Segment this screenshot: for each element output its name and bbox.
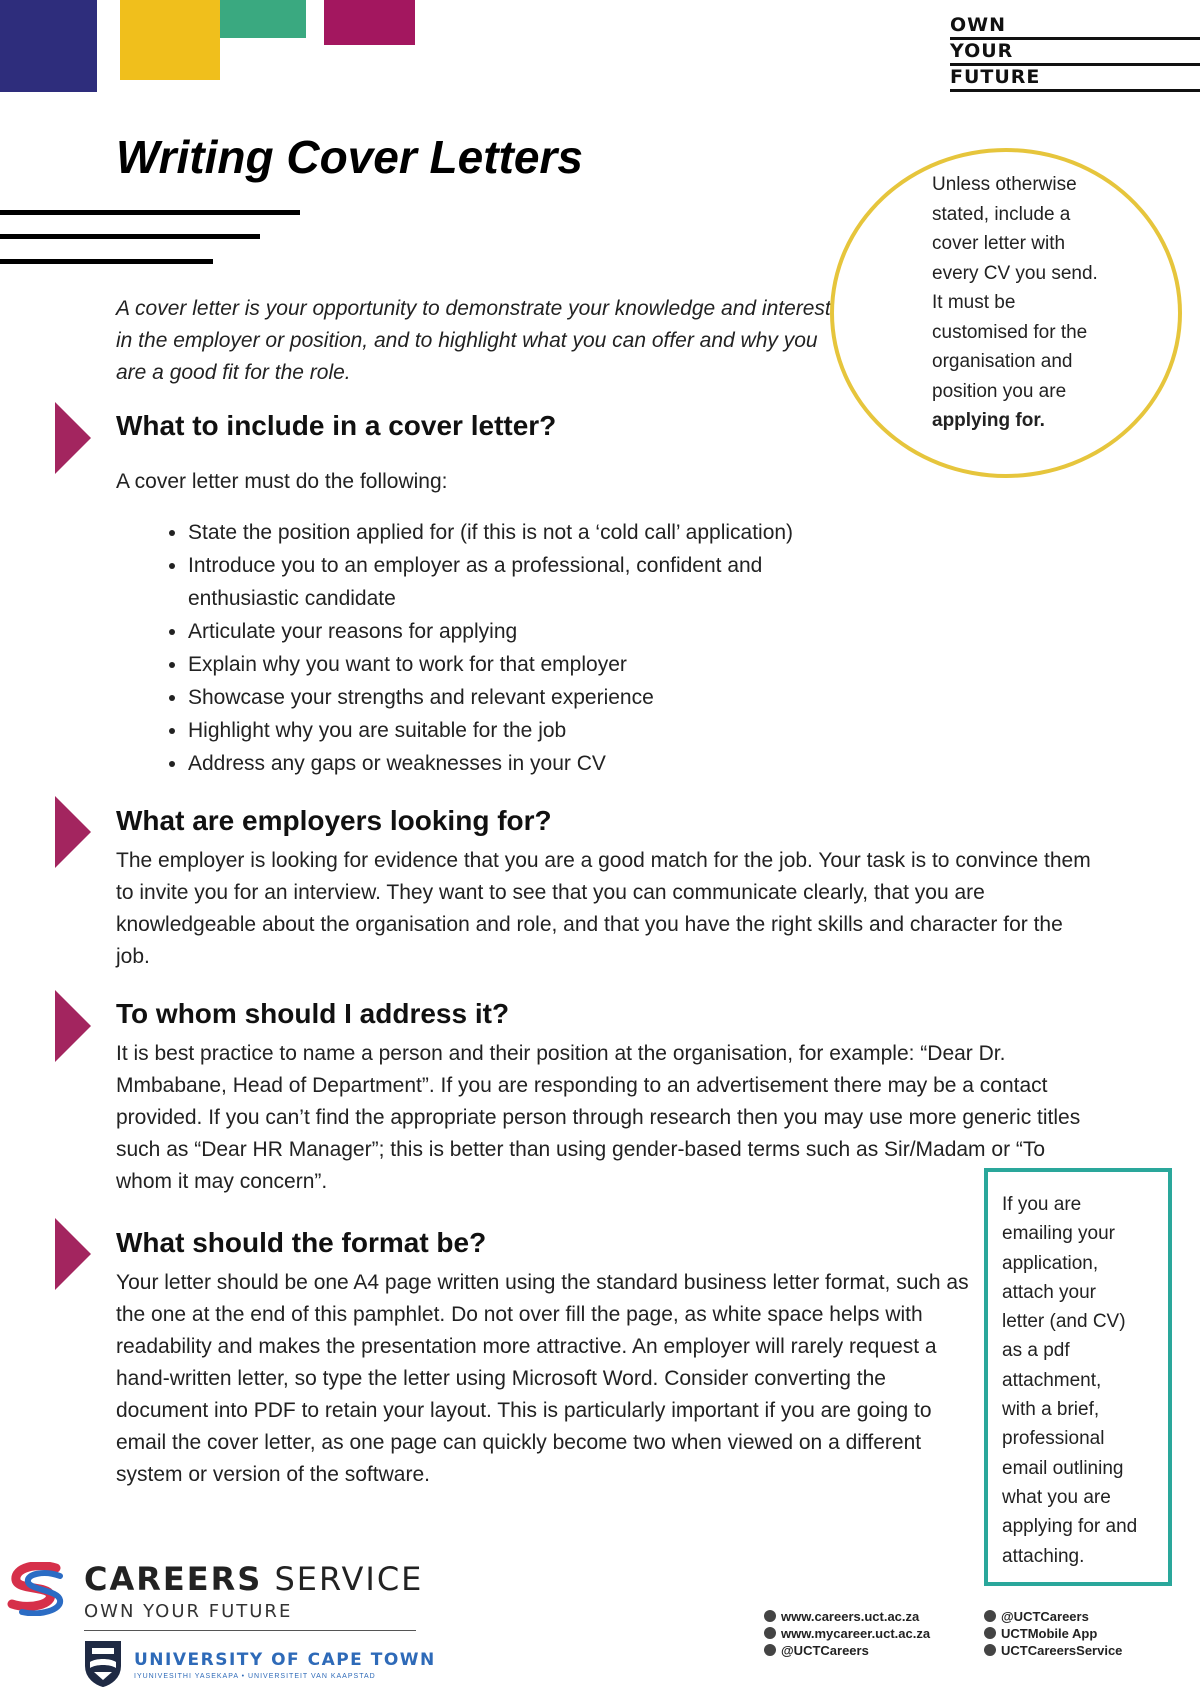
brand-word-your: YOUR <box>950 40 1014 62</box>
uct-crest-icon <box>84 1640 122 1688</box>
link-text: www.careers.uct.ac.za <box>781 1609 920 1624</box>
title-rule <box>0 210 300 215</box>
footer-links-left <box>764 1608 930 1659</box>
callout-line: position you are <box>932 380 1067 402</box>
section-marker-icon <box>55 1218 91 1290</box>
careers-service-logo-icon <box>6 1562 68 1616</box>
careers-service-wordmark <box>84 1560 423 1598</box>
callout-line: attaching. <box>1002 1545 1085 1567</box>
callout-line: attach your <box>1002 1281 1096 1303</box>
link-text: www.mycareer.uct.ac.za <box>781 1626 931 1641</box>
instagram-icon <box>764 1644 776 1656</box>
section-heading-address: To whom should I address it? <box>116 998 510 1029</box>
footer-divider <box>84 1630 416 1631</box>
brand-block-navy <box>0 0 97 92</box>
university-name: UNIVERSITY OF CAPE TOWN <box>134 1650 436 1670</box>
callout-line: Unless otherwise <box>932 174 1077 195</box>
callout-line: letter (and CV) <box>1002 1311 1126 1333</box>
twitter-icon <box>984 1610 996 1622</box>
section-marker-icon <box>55 796 91 868</box>
list-item: • Showcase your strengths and relevant experience <box>188 681 928 714</box>
brand-word-future: FUTURE <box>950 66 1041 88</box>
list-item: • Explain why you want to work for that employer <box>188 648 928 681</box>
page-title: Writing Cover Letters <box>116 131 583 183</box>
list-item: • Highlight why you are suitable for the job <box>188 714 928 747</box>
link-text: @UCTCareers <box>1001 1609 1089 1624</box>
website-link[interactable] <box>764 1625 930 1642</box>
title-rule <box>0 234 260 239</box>
university-subtitle: IYUNIVESITHI YASEKAPA • UNIVERSITEIT VAN KAAPSTAD <box>134 1673 376 1680</box>
globe-icon <box>764 1627 776 1639</box>
brand-rule <box>950 89 1200 92</box>
mobile-app-icon <box>984 1627 996 1639</box>
address-paragraph: It is best practice to name a person and their position at the organisation, for example: “Dear Dr. Mmbabane, Head of Department”. If you are responding to an advertisement there may be a contact provided. If you can’t find the appropriate person through research then you may use more generic titles such as “Dear HR Manager”; this is better than using gender-based terms such as Sir/Madam or “To whom it may concern”. <box>116 1042 1081 1193</box>
link-text: @UCTCareers <box>781 1643 869 1658</box>
title-rule <box>0 259 213 264</box>
format-paragraph: Your letter should be one A4 page written using the standard business letter format, such as the one at the end of this pamphlet. Do not over fill the page, as white space helps with readability and makes the presentation more attractive. An employer will rarely request a hand-written letter, so type the letter using Microsoft Word. Consider converting the document into PDF to retain your layout. This is particularly important if you are going to email the cover letter, as one page can quickly become two when viewed on a different system or version of the software. <box>116 1271 969 1486</box>
brand-block-yellow <box>120 0 220 80</box>
facebook-icon <box>984 1644 996 1656</box>
brand-word-own: OWN <box>950 14 1007 36</box>
callout-line: professional <box>1002 1428 1105 1450</box>
section-heading-employers: What are employers looking for? <box>116 805 552 836</box>
link-text: UCTMobile App <box>1001 1626 1098 1641</box>
website-link[interactable] <box>764 1608 930 1625</box>
social-link[interactable] <box>984 1642 1122 1659</box>
callout-line: applying for and <box>1002 1516 1138 1538</box>
include-bullet-list <box>116 516 928 780</box>
social-link[interactable] <box>764 1642 930 1659</box>
callout-line: every CV you send. <box>932 262 1098 284</box>
callout-line: attachment, <box>1002 1369 1102 1391</box>
link-text: UCTCareersService <box>1001 1643 1123 1658</box>
callout-line: emailing your <box>1002 1223 1115 1245</box>
callout-line: as a pdf <box>1002 1340 1070 1362</box>
callout-line: applying for. <box>932 410 1045 431</box>
list-item: • Introduce you to an employer as a professional, confident and enthusiastic candidate <box>188 549 788 615</box>
app-link[interactable] <box>984 1625 1122 1642</box>
callout-line: organisation and <box>932 351 1073 372</box>
callout-line: If you are <box>1002 1194 1082 1215</box>
callout-line: with a brief, <box>1002 1399 1100 1421</box>
brand-block-magenta <box>324 0 415 45</box>
footer-tagline: OWN YOUR FUTURE <box>84 1601 293 1622</box>
brand-block-green <box>220 0 306 38</box>
callout-line: stated, include a <box>932 203 1071 225</box>
section-heading-include: What to include in a cover letter? <box>116 410 557 441</box>
list-item: • Address any gaps or weaknesses in your CV <box>188 747 928 780</box>
callout-line: email outlining <box>1002 1457 1124 1479</box>
service-wordmark-light: SERVICE <box>274 1560 424 1598</box>
callout-line: It must be <box>932 292 1016 313</box>
callout-line: customised for the <box>932 321 1088 343</box>
list-item: • State the position applied for (if this is not a ‘cold call’ application) <box>188 516 928 549</box>
intro-paragraph: A cover letter is your opportunity to demonstrate your knowledge and interest in the employer or position, and to highlight what you can offer and why you are a good fit for the role. <box>116 297 831 384</box>
list-item: • Articulate your reasons for applying <box>188 615 928 648</box>
section-marker-icon <box>55 990 91 1062</box>
callout-circle-text <box>932 170 1122 436</box>
callout-line: cover letter with <box>932 233 1066 254</box>
section-heading-format: What should the format be? <box>116 1227 487 1258</box>
include-lead: A cover letter must do the following: <box>116 470 448 493</box>
section-marker-icon <box>55 402 91 474</box>
globe-icon <box>764 1610 776 1622</box>
social-link[interactable] <box>984 1608 1122 1625</box>
footer-links-right <box>984 1608 1122 1659</box>
callout-line: what you are <box>1002 1486 1111 1508</box>
careers-wordmark-bold: CAREERS <box>84 1560 263 1598</box>
callout-line: application, <box>1002 1252 1099 1274</box>
callout-box-text <box>1002 1190 1164 1571</box>
employers-paragraph: The employer is looking for evidence that you are a good match for the job. Your task is to convince them to invite you for an interview. They want to see that you can communicate clearly, that you are knowledgeable about the organisation and role, and that you have the right skills and character for the job. <box>116 849 1091 968</box>
